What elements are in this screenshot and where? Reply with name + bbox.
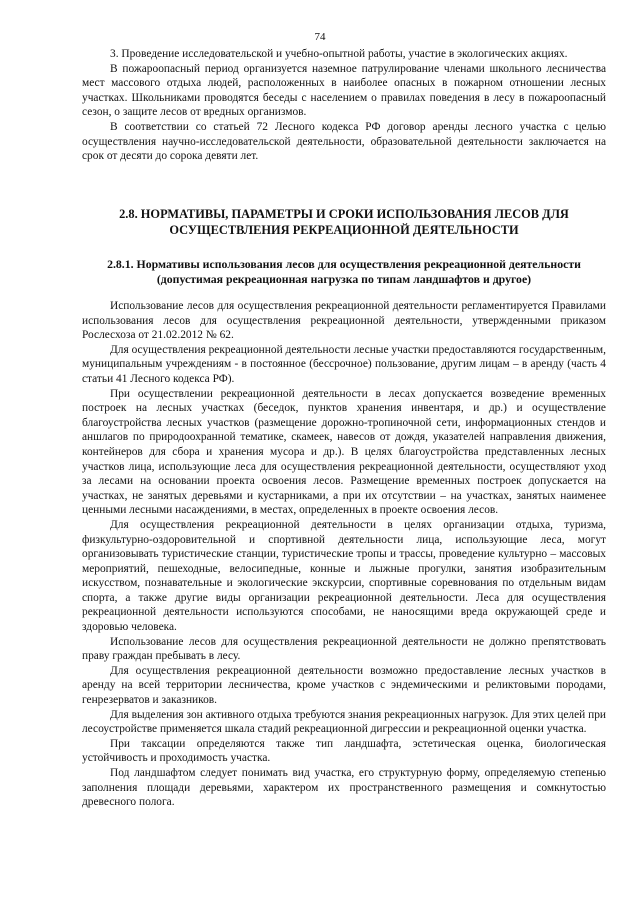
paragraph: Для осуществления рекреационной деятельности возможно предоставление лесных участков в аренду на всей территории лесничества, кроме участков с эндемическими и реликтовыми породами, генрезерватов и заказников. xyxy=(82,664,606,707)
section-heading: 2.8. НОРМАТИВЫ, ПАРАМЕТРЫ И СРОКИ ИСПОЛЬЗОВАНИЯ ЛЕСОВ ДЛЯ ОСУЩЕСТВЛЕНИЯ РЕКРЕАЦИОННОЙ ДЕЯТЕЛЬНОСТИ xyxy=(119,207,569,237)
paragraph: При осуществлении рекреационной деятельности в лесах допускается возведение временных построек на лесных участках (беседок, пунктов хранения инвентаря, и др.) и осуществление благоустройства лесных участков (размещение дорожно-тропиночной сети, информационных стендов и аншлагов по природоохранной тематике, скамеек, навесов от дождя, указателей направления движения, контейнеров для сбора и хранения мусора и др.). В целях благоустройства представленных лесных участков лица, использующие леса для осуществления рекреационной деятельности, осуществляют уход за лесами на основании проекта освоения лесов. Размещение временных построек допускается на участках, не занятых деревьями и кустарниками, а при их отсутствии – на участках, занятых наименее ценными лесными насаждениями, в местах, определенных в проекте освоения лесов. xyxy=(82,387,606,517)
paragraph: В соответствии со статьей 72 Лесного кодекса РФ договор аренды лесного участка с целью осуществления научно-исследовательской деятельности, образовательной деятельности заключается на срок от десяти до сорока девяти лет. xyxy=(82,120,606,163)
paragraph: При таксации определяются также тип ландшафта, эстетическая оценка, биологическая устойчивость и проходимость участка. xyxy=(82,737,606,765)
paragraph: Для осуществления рекреационной деятельности в целях организации отдыха, туризма, физкультурно-оздоровительной и спортивной деятельности лица, использующие леса, могут организовывать туристические станции, туристические тропы и трассы, проведение культурно – массовых мероприятий, пешеходные, велосипедные, конные и лыжные прогулки, занятия изобразительным искусством, познавательные и экологические экскурсии, спортивные соревнования по отдельным видам спорта, а также другие виды организации рекреационной деятельности. Леса для осуществления рекреационной деятельности используются способами, не наносящими вреда окружающей среде и здоровью человека. xyxy=(82,518,606,634)
intro-text xyxy=(82,47,606,164)
paragraph: В пожароопасный период организуется наземное патрулирование членами школьного лесничества мест массового отдыха людей, расположенных в наиболее опасных в пожарном отношении лесных участках. Школьниками проводятся беседы с населением о правилах поведения в лесу в пожароопасный сезон, о защите лесов от вредных организмов. xyxy=(82,62,606,119)
page-number: 74 xyxy=(314,31,326,43)
paragraph: Для выделения зон активного отдыха требуются знания рекреационных нагрузок. Для этих целей при лесоустройстве применяется шкала стадий рекреационной дигрессии и рекреационной оценки участка. xyxy=(82,708,606,736)
paragraph: Под ландшафтом следует понимать вид участка, его структурную форму, определяемую степенью заполнения площади деревьями, характером их пространственного размещения и сомкнутостью древесного полога. xyxy=(82,767,606,809)
paragraph: Для осуществления рекреационной деятельности лесные участки предоставляются государственным, муниципальным учреждениям - в постоянное (бессрочное) пользование, другим лицам – в аренду (часть 4 статьи 41 Лесного кодекса РФ). xyxy=(82,343,606,385)
main-text xyxy=(82,299,606,810)
paragraph: 3. Проведение исследовательской и учебно-опытной работы, участие в экологических акциях. xyxy=(110,48,568,60)
paragraph: Использование лесов для осуществления рекреационной деятельности регламентируется Правилами использования лесов для осуществления рекреационной деятельности, утвержденными приказом Рослесхоза от 21.02.2012 № 62. xyxy=(82,300,606,342)
paragraph: Использование лесов для осуществления рекреационной деятельности не должно препятствовать праву граждан пребывать в лесу. xyxy=(82,635,606,663)
subsection-heading: 2.8.1. Нормативы использования лесов для осуществления рекреационной деятельности (допустимая рекреационная нагрузка по типам ландшафтов и другое) xyxy=(107,257,581,286)
